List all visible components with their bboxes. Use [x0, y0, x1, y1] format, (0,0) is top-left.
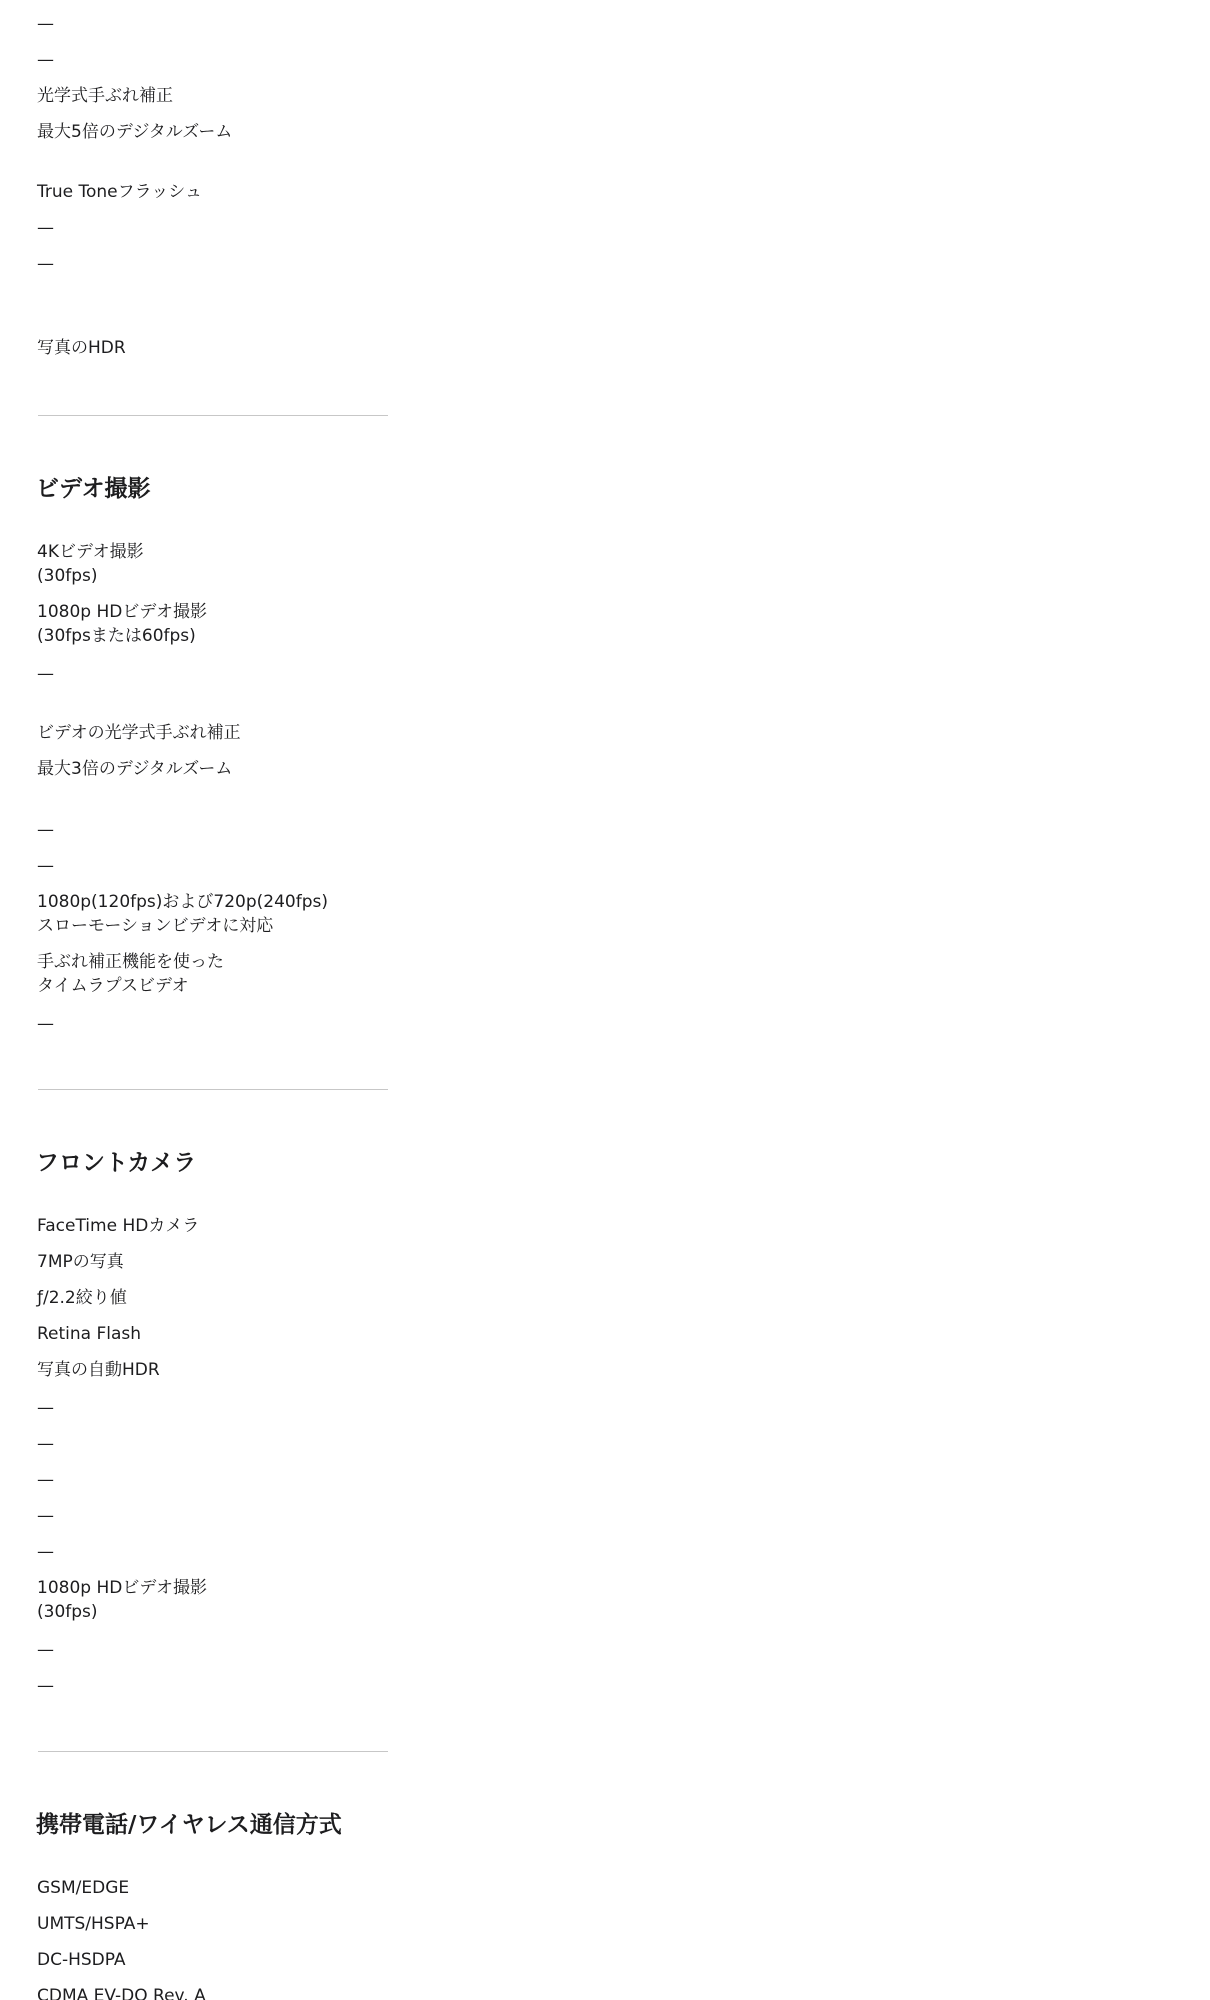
front-camera-spec-item: —	[37, 1506, 54, 1526]
front-camera-spec-item: 写真の自動HDR	[37, 1360, 160, 1380]
photo-spec-item: 最大5倍のデジタルズーム	[37, 122, 233, 142]
photo-spec-item: —	[37, 218, 54, 238]
front-camera-spec-item: —	[37, 1470, 54, 1490]
photo-spec-item: —	[37, 14, 54, 34]
front-camera-spec-item: —	[37, 1398, 54, 1418]
front-camera-spec-item: —	[37, 1542, 54, 1562]
section-divider	[38, 1089, 388, 1090]
front-camera-spec-item: —	[37, 1434, 54, 1454]
photo-spec-item: True Toneフラッシュ	[37, 182, 202, 202]
video-spec-item: —	[37, 1014, 54, 1034]
front-camera-spec-item: 1080p HDビデオ撮影 (30fps)	[37, 1578, 207, 1622]
video-spec-item: 1080p(120fps)および720p(240fps) スローモーションビデオに対応	[37, 892, 328, 936]
cellular-spec-item: CDMA EV-DO Rev. A	[37, 1986, 206, 2000]
video-spec-item: —	[37, 820, 54, 840]
video-spec-item: 手ぶれ補正機能を使った タイムラプスビデオ	[37, 952, 224, 996]
cellular-section-title: 携帯電話/ワイヤレス通信方式	[36, 1812, 342, 1838]
front-camera-spec-item: —	[37, 1676, 54, 1696]
video-spec-item: 最大3倍のデジタルズーム	[37, 759, 233, 779]
video-spec-item: —	[37, 856, 54, 876]
front-camera-spec-item: 7MPの写真	[37, 1252, 124, 1272]
front-camera-spec-item: FaceTime HDカメラ	[37, 1216, 200, 1236]
section-divider	[38, 1751, 388, 1752]
section-divider	[38, 415, 388, 416]
cellular-spec-item: DC-HSDPA	[37, 1950, 126, 1970]
photo-spec-item: 光学式手ぶれ補正	[37, 86, 173, 106]
front-camera-spec-item: —	[37, 1640, 54, 1660]
photo-spec-item: 写真のHDR	[37, 338, 126, 358]
front-camera-spec-item: ƒ/2.2絞り値	[37, 1288, 127, 1308]
cellular-spec-item: GSM/EDGE	[37, 1878, 130, 1898]
video-section-title: ビデオ撮影	[36, 476, 151, 502]
front-camera-section-title: フロントカメラ	[36, 1150, 197, 1176]
video-spec-item: 1080p HDビデオ撮影 (30fpsまたは60fps)	[37, 602, 207, 646]
front-camera-spec-item: Retina Flash	[37, 1324, 142, 1344]
video-spec-item: —	[37, 664, 54, 684]
video-spec-item: 4Kビデオ撮影 (30fps)	[37, 542, 144, 586]
video-spec-item: ビデオの光学式手ぶれ補正	[37, 723, 241, 743]
photo-spec-item: —	[37, 50, 54, 70]
cellular-spec-item: UMTS/HSPA+	[37, 1914, 150, 1934]
photo-spec-item: —	[37, 254, 54, 274]
